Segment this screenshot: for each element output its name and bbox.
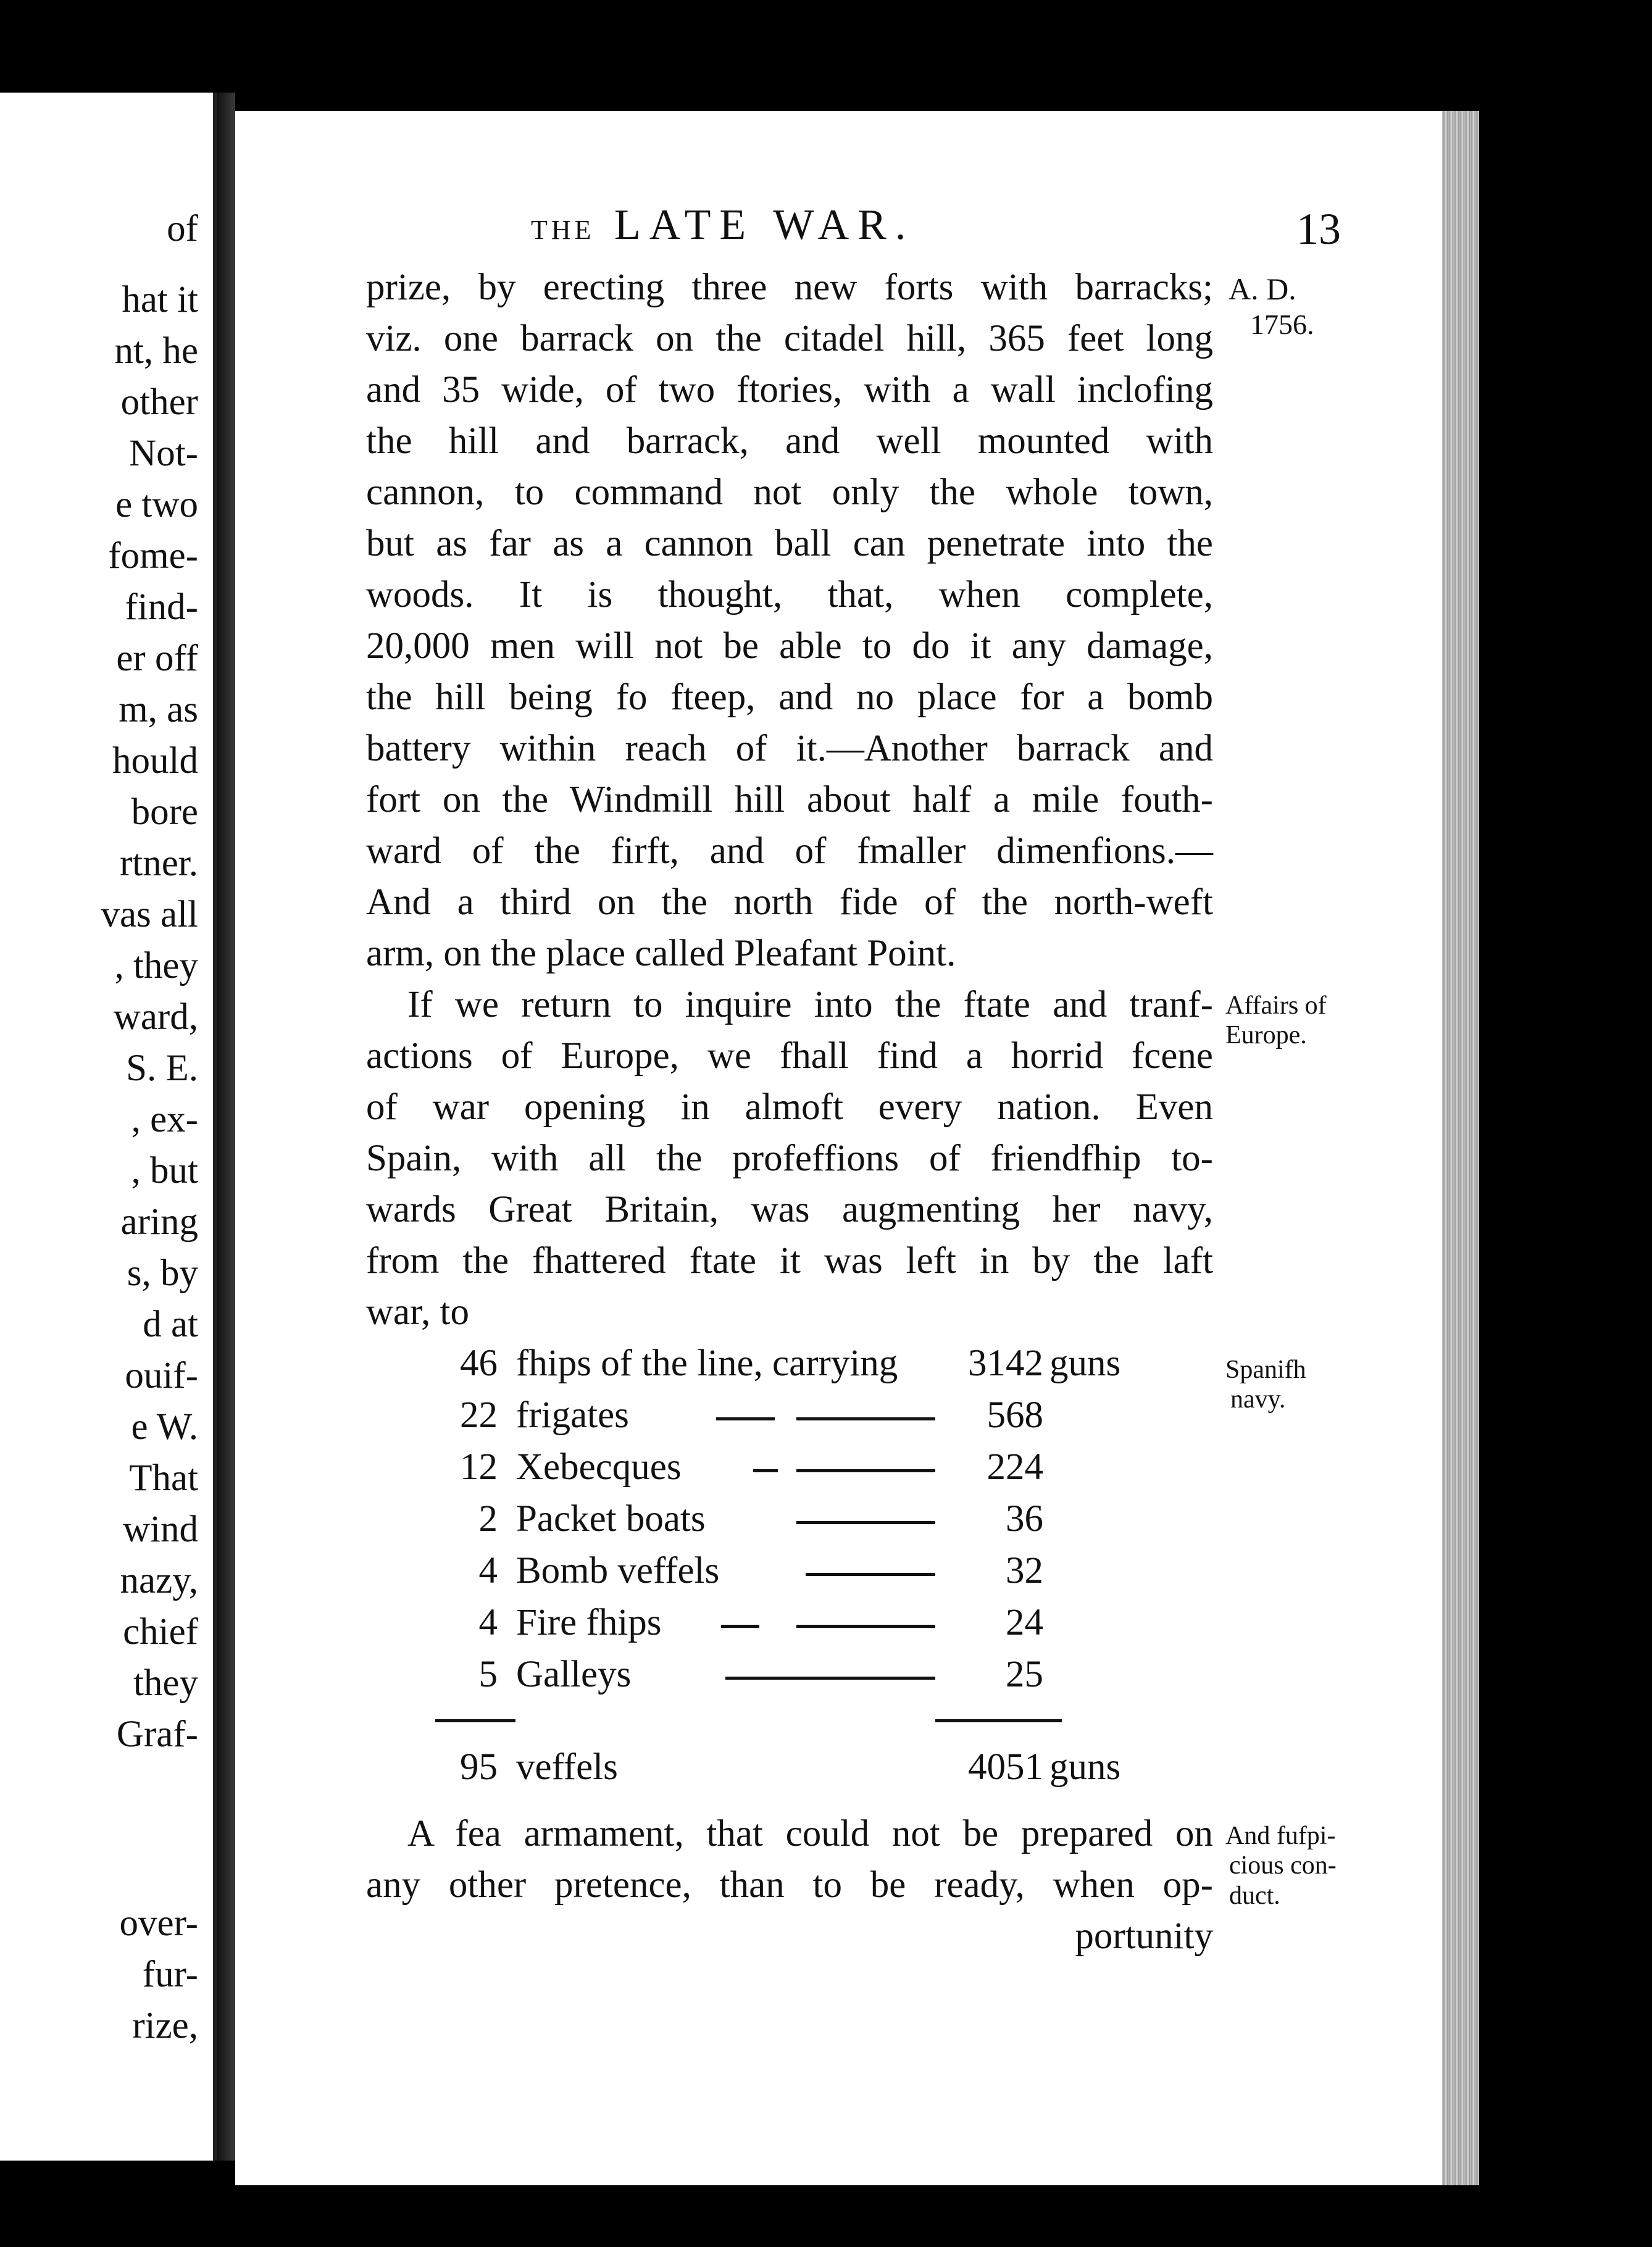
left-page-line: vas all (101, 894, 198, 935)
left-page-line: , but (131, 1150, 198, 1191)
text-line: wards Great Britain, was augmenting her navy, (366, 1189, 1213, 1230)
text-line: portunity (1075, 1916, 1213, 1957)
table-item: Bomb veffels (516, 1550, 720, 1591)
table-count: 2 (478, 1498, 498, 1540)
text-line: war, to (366, 1291, 469, 1333)
left-page-line: fome- (108, 535, 198, 577)
text-line: and 35 wide, of two ftories, with a wall inclofing (366, 369, 1213, 411)
left-page-line: ouif- (125, 1355, 198, 1396)
margin-note-line: And fufpi- (1225, 1822, 1336, 1850)
text-line: prize, by erecting three new forts with barracks; (366, 267, 1213, 308)
left-page-line: chief (123, 1611, 198, 1653)
total-count: 95 (460, 1746, 498, 1788)
margin-note-line: Europe. (1225, 1021, 1307, 1050)
left-page-line: hould (112, 740, 198, 782)
table-count: 5 (478, 1654, 498, 1695)
text-line: viz. one barrack on the citadel hill, 365 feet long (366, 318, 1213, 359)
table-value: 32 (1006, 1550, 1043, 1591)
text-line: fort on the Windmill hill about half a mile fouth- (366, 779, 1213, 820)
margin-year: 1756. (1250, 309, 1314, 340)
left-page-line: nt, he (114, 330, 198, 372)
table-dash (753, 1469, 778, 1472)
text-line: actions of Europe, we fhall find a horrid fcene (366, 1035, 1213, 1077)
table-dash (721, 1625, 759, 1628)
total-item: veffels (516, 1746, 618, 1788)
table-count: 22 (460, 1394, 498, 1436)
text-line: battery within reach of it.—Another barrack and (366, 728, 1213, 769)
left-page-line: rize, (132, 2005, 198, 2046)
table-value: 36 (1006, 1498, 1043, 1540)
running-head (531, 201, 914, 250)
table-item: Galleys (516, 1654, 632, 1695)
table-value: 24 (1006, 1602, 1043, 1643)
margin-note-line: Spanifh (1225, 1356, 1306, 1384)
running-head-title: LATE WAR. (614, 201, 915, 249)
table-count: 4 (478, 1550, 498, 1591)
table-dash (716, 1417, 775, 1420)
running-head-article: THE (531, 215, 595, 245)
text-line: 20,000 men will not be able to do it any damage, (366, 625, 1213, 667)
table-item: Packet boats (516, 1498, 706, 1540)
margin-year-label: A. D. (1229, 272, 1296, 306)
text-line: Spain, with all the profeffions of friendfhip to- (366, 1138, 1213, 1179)
text-line: ward of the firft, and of fmaller dimenfions.— (366, 830, 1213, 872)
left-page-line: S. E. (126, 1048, 198, 1089)
table-count: 12 (460, 1446, 498, 1488)
text-line: If we return to inquire into the ftate and tranf- (407, 984, 1213, 1025)
table-item: frigates (516, 1394, 629, 1436)
table-dash (796, 1469, 935, 1472)
left-page-line: they (133, 1662, 198, 1704)
text-line: And a third on the north fide of the north-weft (366, 882, 1213, 923)
left-page-line: Graf- (116, 1714, 198, 1755)
left-page-line: nazy, (120, 1560, 198, 1601)
table-unit: guns (1049, 1343, 1121, 1384)
margin-note-suspicious-conduct (1225, 1821, 1337, 1911)
text-line: cannon, to command not only the whole town, (366, 472, 1213, 513)
left-page (0, 93, 217, 2161)
text-line: A fea armament, that could not be prepared on (407, 1813, 1213, 1854)
table-value: 3142 (968, 1343, 1043, 1384)
text-line: any other pretence, than to be ready, when op- (366, 1864, 1213, 1906)
table-item: Fire fhips (516, 1602, 662, 1643)
text-line: arm, on the place called Pleafant Point. (366, 933, 956, 974)
page-number: 13 (1296, 204, 1341, 254)
text-line: from the fhattered ftate it was left in by the laft (366, 1240, 1213, 1282)
left-page-line: e two (115, 484, 198, 525)
table-value: 25 (1006, 1654, 1043, 1695)
left-page-line: s, by (127, 1253, 198, 1294)
total-value: 4051 (968, 1746, 1043, 1788)
table-count: 4 (478, 1602, 498, 1643)
text-line: woods. It is thought, that, when complete, (366, 574, 1213, 615)
left-page-line: bore (131, 791, 198, 833)
table-value: 568 (987, 1394, 1043, 1436)
left-page-line: fur- (142, 1954, 198, 1995)
left-page-line: of (167, 208, 198, 249)
margin-note-line: Affairs of (1225, 991, 1327, 1020)
left-page-line: hat it (122, 279, 198, 320)
text-line: but as far as a cannon ball can penetrate into the (366, 523, 1213, 564)
left-page-line: wind (123, 1509, 198, 1550)
margin-note-spanish-navy (1225, 1355, 1306, 1415)
table-item: Xebecques (516, 1446, 682, 1488)
text-line: the hill and barrack, and well mounted with (366, 420, 1213, 462)
margin-note-line: duct. (1229, 1881, 1280, 1910)
margin-note-line: navy. (1230, 1385, 1286, 1414)
left-page-line: ward, (113, 996, 198, 1038)
left-page-line: Not- (129, 433, 198, 474)
left-page-line: over- (119, 1903, 198, 1944)
left-page-line: e W. (131, 1406, 198, 1448)
table-item: fhips of the line, carrying (516, 1343, 898, 1384)
table-dash (796, 1625, 935, 1628)
left-page-line: d at (143, 1304, 198, 1345)
table-dash (725, 1677, 935, 1680)
table-dash (796, 1521, 935, 1524)
margin-note-affairs (1225, 991, 1327, 1051)
sum-rule-right (935, 1719, 1062, 1722)
left-page-line: aring (120, 1201, 198, 1243)
left-page-line: find- (125, 586, 198, 628)
left-page-line: That (129, 1457, 198, 1499)
sum-rule-left (435, 1719, 515, 1722)
table-dash (806, 1573, 935, 1576)
text-line: the hill being fo fteep, and no place for a bomb (366, 677, 1213, 718)
table-value: 224 (987, 1446, 1043, 1488)
margin-note-line: cious con- (1229, 1851, 1337, 1880)
left-page-line: , they (114, 945, 198, 986)
table-count: 46 (460, 1343, 498, 1384)
left-page-line: other (120, 381, 198, 423)
left-page-line: er off (116, 638, 198, 679)
text-line: of war opening in almoft every nation. Even (366, 1086, 1213, 1128)
left-page-line: , ex- (131, 1099, 198, 1140)
left-page-line: rtner. (119, 843, 198, 884)
table-dash (796, 1417, 935, 1420)
left-page-line: m, as (119, 689, 198, 730)
total-unit: guns (1049, 1746, 1121, 1788)
book-gutter (217, 93, 235, 2161)
page-edge (1442, 111, 1479, 2185)
